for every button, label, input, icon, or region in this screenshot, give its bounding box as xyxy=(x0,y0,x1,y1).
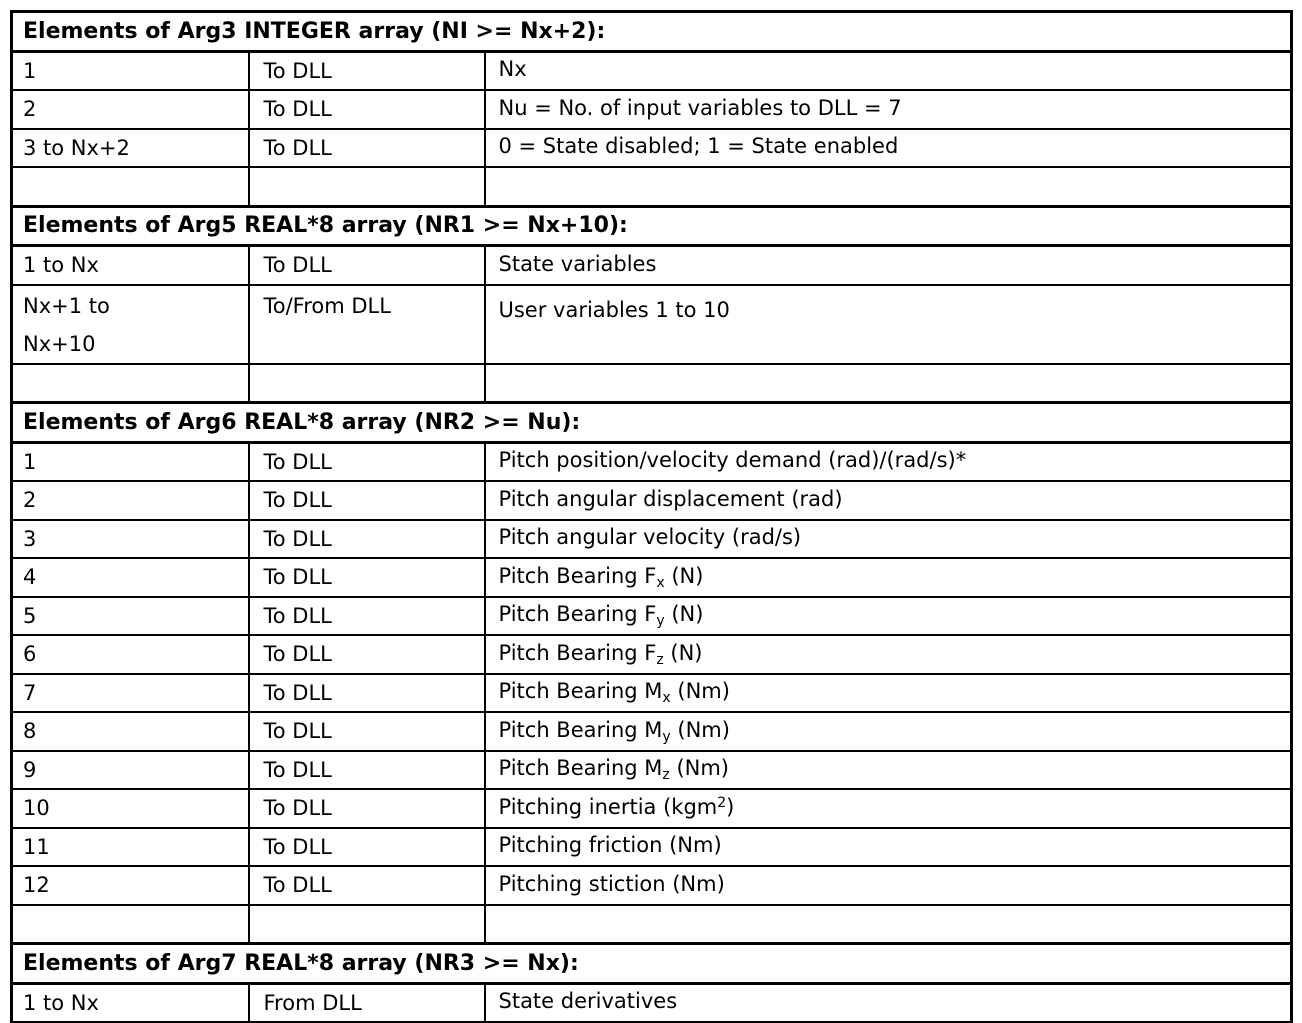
direction-cell: From DLL xyxy=(249,983,485,1023)
subscript-text: z xyxy=(656,651,664,668)
table-row xyxy=(12,674,1292,713)
element-index-cell: 1 xyxy=(12,442,249,481)
spacer-row xyxy=(12,167,1292,206)
description-cell xyxy=(485,558,1292,597)
description-cell xyxy=(485,828,1292,867)
description-text: Nx xyxy=(498,57,527,82)
description-cell xyxy=(485,51,1292,90)
description-cell xyxy=(485,674,1292,713)
table-row-tall xyxy=(12,285,1292,364)
direction-cell: To DLL xyxy=(249,520,485,559)
element-index-cell: 7 xyxy=(12,674,249,713)
table-row xyxy=(12,558,1292,597)
description-tail-text: (N) xyxy=(663,640,703,665)
table-row xyxy=(12,51,1292,90)
description-text: 0 = State disabled; 1 = State enabled xyxy=(498,134,899,159)
description-text: User variables 1 to 10 xyxy=(498,297,730,322)
spacer-row xyxy=(12,364,1292,403)
element-index-cell: 4 xyxy=(12,558,249,597)
table-row xyxy=(12,129,1292,168)
empty-cell xyxy=(249,364,485,403)
subscript-text: y xyxy=(656,613,665,630)
direction-cell: To DLL xyxy=(249,597,485,636)
direction-cell: To DLL xyxy=(249,751,485,790)
section-header-arg7: Elements of Arg7 REAL*8 array (NR3 >= Nx): xyxy=(12,944,1292,984)
section-header-arg5: Elements of Arg5 REAL*8 array (NR1 >= Nx+10): xyxy=(12,206,1292,246)
direction-cell: To DLL xyxy=(249,129,485,168)
section-header-row-arg3 xyxy=(12,12,1292,52)
element-index-cell: 2 xyxy=(12,481,249,520)
description-text: Pitch Bearing F xyxy=(498,640,657,665)
empty-cell xyxy=(485,364,1292,403)
subscript-text: x xyxy=(662,690,671,707)
element-index-cell xyxy=(12,285,249,364)
element-index-cell: 5 xyxy=(12,597,249,636)
description-text: Pitch Bearing M xyxy=(498,679,663,704)
empty-cell xyxy=(249,905,485,944)
description-cell xyxy=(485,751,1292,790)
superscript-text: 2 xyxy=(717,794,727,811)
description-text: State variables xyxy=(498,251,657,276)
description-text: Pitching inertia (kgm xyxy=(498,794,718,819)
element-index-cell: 11 xyxy=(12,828,249,867)
table-row xyxy=(12,712,1292,751)
section-header-arg6: Elements of Arg6 REAL*8 array (NR2 >= Nu): xyxy=(12,403,1292,443)
direction-cell: To DLL xyxy=(249,481,485,520)
table-row xyxy=(12,442,1292,481)
description-tail-text: (N) xyxy=(664,602,704,627)
description-cell xyxy=(485,597,1292,636)
direction-cell: To DLL xyxy=(249,246,485,285)
subscript-text: y xyxy=(662,728,671,745)
element-index-cell: 12 xyxy=(12,866,249,905)
table-row xyxy=(12,246,1292,285)
table-row xyxy=(12,597,1292,636)
description-cell xyxy=(485,983,1292,1023)
description-tail-text: ) xyxy=(726,794,735,819)
description-text: Pitching stiction (Nm) xyxy=(498,871,725,896)
description-tail-text: (N) xyxy=(664,563,704,588)
direction-cell: To DLL xyxy=(249,866,485,905)
description-cell xyxy=(485,285,1292,364)
element-index-cell: 6 xyxy=(12,635,249,674)
element-index-cell: 2 xyxy=(12,90,249,129)
description-tail-text: (Nm) xyxy=(670,679,730,704)
table-row xyxy=(12,635,1292,674)
description-text: Pitch Bearing M xyxy=(498,717,663,742)
direction-cell: To DLL xyxy=(249,558,485,597)
table-row xyxy=(12,520,1292,559)
direction-cell: To DLL xyxy=(249,828,485,867)
table-row xyxy=(12,481,1292,520)
description-cell xyxy=(485,481,1292,520)
description-text: Nu = No. of input variables to DLL = 7 xyxy=(498,95,902,120)
description-cell xyxy=(485,712,1292,751)
description-tail-text: (Nm) xyxy=(670,717,730,742)
element-index-cell: 1 xyxy=(12,51,249,90)
direction-cell: To DLL xyxy=(249,635,485,674)
empty-cell xyxy=(249,167,485,206)
description-cell xyxy=(485,129,1292,168)
description-text: Pitching friction (Nm) xyxy=(498,833,722,858)
description-cell xyxy=(485,442,1292,481)
index-line-2: Nx+10 xyxy=(23,331,96,356)
table-row xyxy=(12,866,1292,905)
table-row xyxy=(12,751,1292,790)
description-text: Pitch Bearing F xyxy=(498,602,657,627)
table-row xyxy=(12,789,1292,828)
direction-cell: To DLL xyxy=(249,674,485,713)
description-tail-text: (Nm) xyxy=(669,756,729,781)
description-cell xyxy=(485,246,1292,285)
description-text: Pitch position/velocity demand (rad)/(rad/s)* xyxy=(498,448,967,473)
section-header-row-arg5 xyxy=(12,206,1292,246)
index-line-1: Nx+1 to xyxy=(23,293,110,318)
table-row xyxy=(12,828,1292,867)
description-cell xyxy=(485,520,1292,559)
direction-cell: To/From DLL xyxy=(249,285,485,364)
table-row xyxy=(12,983,1292,1023)
element-index-cell: 8 xyxy=(12,712,249,751)
empty-cell xyxy=(485,905,1292,944)
direction-cell: To DLL xyxy=(249,90,485,129)
direction-cell: To DLL xyxy=(249,712,485,751)
spacer-row xyxy=(12,905,1292,944)
description-text: State derivatives xyxy=(498,989,678,1014)
element-index-cell: 3 to Nx+2 xyxy=(12,129,249,168)
description-text: Pitch Bearing F xyxy=(498,563,657,588)
empty-cell xyxy=(485,167,1292,206)
empty-cell xyxy=(12,905,249,944)
section-header-arg3: Elements of Arg3 INTEGER array (NI >= Nx+2): xyxy=(12,12,1292,52)
empty-cell xyxy=(12,167,249,206)
section-header-row-arg6 xyxy=(12,403,1292,443)
section-header-row-arg7 xyxy=(12,944,1292,984)
element-index-cell: 1 to Nx xyxy=(12,246,249,285)
description-cell xyxy=(485,866,1292,905)
description-cell xyxy=(485,635,1292,674)
direction-cell: To DLL xyxy=(249,789,485,828)
element-index-cell: 9 xyxy=(12,751,249,790)
subscript-text: z xyxy=(662,767,670,784)
subscript-text: x xyxy=(656,574,665,591)
direction-cell: To DLL xyxy=(249,51,485,90)
element-index-cell: 3 xyxy=(12,520,249,559)
description-text: Pitch Bearing M xyxy=(498,756,663,781)
description-cell xyxy=(485,789,1292,828)
element-index-cell: 1 to Nx xyxy=(12,983,249,1023)
description-text: Pitch angular velocity (rad/s) xyxy=(498,525,802,550)
description-cell xyxy=(485,90,1292,129)
table-row xyxy=(12,90,1292,129)
dll-arguments-table xyxy=(10,10,1293,1023)
empty-cell xyxy=(12,364,249,403)
element-index-cell: 10 xyxy=(12,789,249,828)
direction-cell: To DLL xyxy=(249,442,485,481)
description-text: Pitch angular displacement (rad) xyxy=(498,486,843,511)
